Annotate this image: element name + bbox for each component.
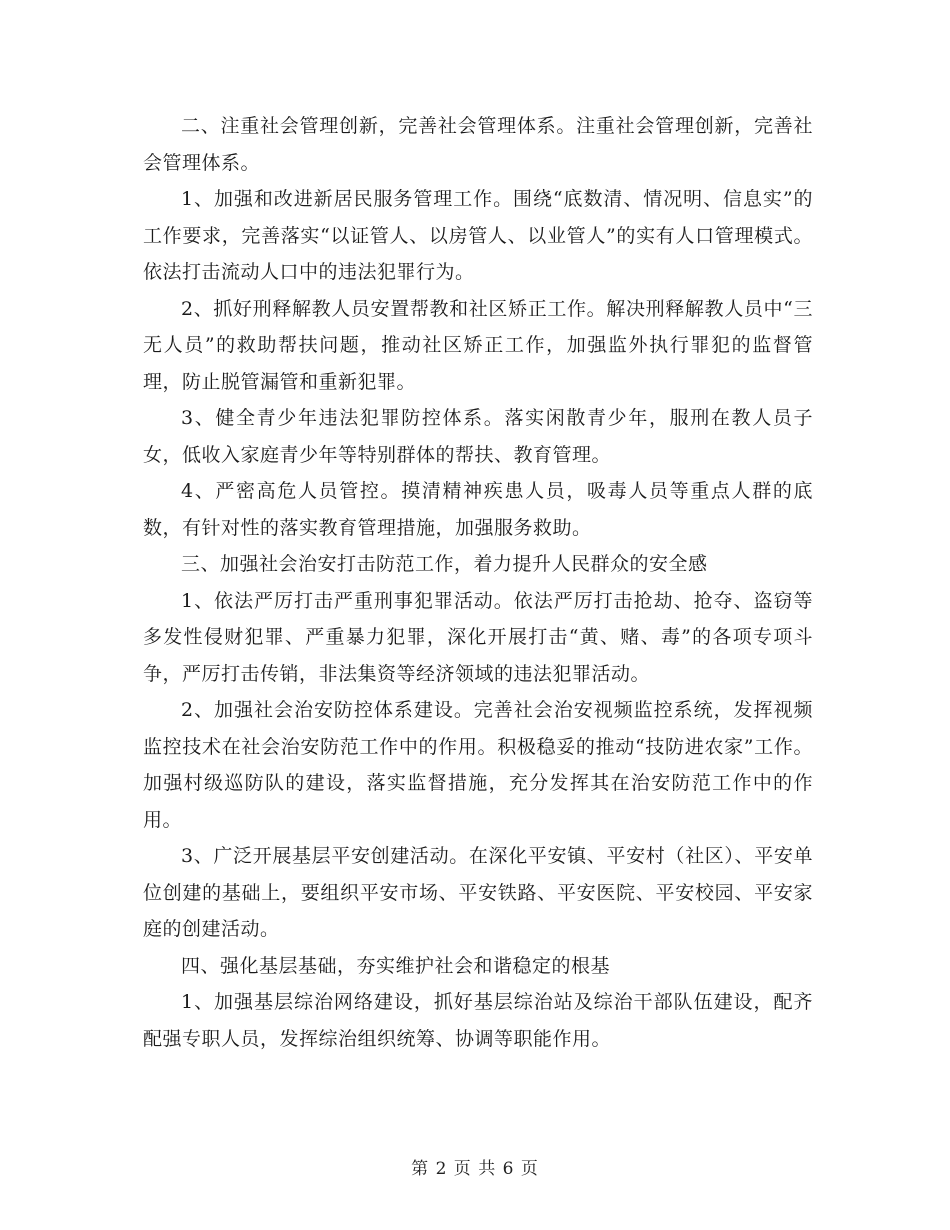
paragraph: 3、健全青少年违法犯罪防控体系。落实闲散青少年，服刑在教人员子女，低收入家庭青少年等特别群体的帮扶、教育管理。 [143, 407, 813, 466]
paragraph: 1、加强基层综治网络建设，抓好基层综治站及综治干部队伍建设，配齐配强专职人员，发挥综治组织统筹、协调等职能作用。 [143, 991, 813, 1050]
document-body [143, 108, 813, 1057]
section-heading: 三、加强社会治安打击防范工作，着力提升人民群众的安全感 [181, 553, 708, 575]
paragraph: 4、严密高危人员管控。摸清精神疾患人员，吸毒人员等重点人群的底数，有针对性的落实教育管理措施，加强服务救助。 [143, 480, 813, 539]
paragraph: 2、抓好刑释解教人员安置帮教和社区矫正工作。解决刑释解教人员中“三无人员”的救助帮扶问题，推动社区矫正工作，加强监外执行罪犯的监督管理，防止脱管漏管和重新犯罪。 [143, 297, 813, 393]
section-heading: 二、注重社会管理创新，完善社会管理体系。注重社会管理创新，完善社会管理体系。 [143, 115, 813, 174]
paragraph: 2、加强社会治安防控体系建设。完善社会治安视频监控系统，发挥视频监控技术在社会治安防范工作中的作用。积极稳妥的推动“技防进农家”工作。加强村级巡防队的建设，落实监督措施，充分发挥其在治安防范工作中的作用。 [143, 699, 813, 831]
paragraph: 3、广泛开展基层平安创建活动。在深化平安镇、平安村（社区）、平安单位创建的基础上，要组织平安市场、平安铁路、平安医院、平安校园、平安家庭的创建活动。 [143, 845, 813, 940]
paragraph: 1、加强和改进新居民服务管理工作。围绕“底数清、情况明、信息实”的工作要求，完善落实“以证管人、以房管人、以业管人”的实有人口管理模式。依法打击流动人口中的违法犯罪行为。 [143, 188, 813, 283]
section-heading: 四、强化基层基础，夯实维护社会和谐稳定的根基 [181, 954, 611, 977]
paragraph: 1、依法严厉打击严重刑事犯罪活动。依法严厉打击抢劫、抢夺、盗窃等多发性侵财犯罪、严重暴力犯罪，深化开展打击“黄、赌、毒”的各项专项斗争，严厉打击传销，非法集资等经济领域的违法犯罪活动。 [143, 589, 813, 685]
page-number-footer: 第 2 页 共 6 页 [411, 1159, 539, 1179]
